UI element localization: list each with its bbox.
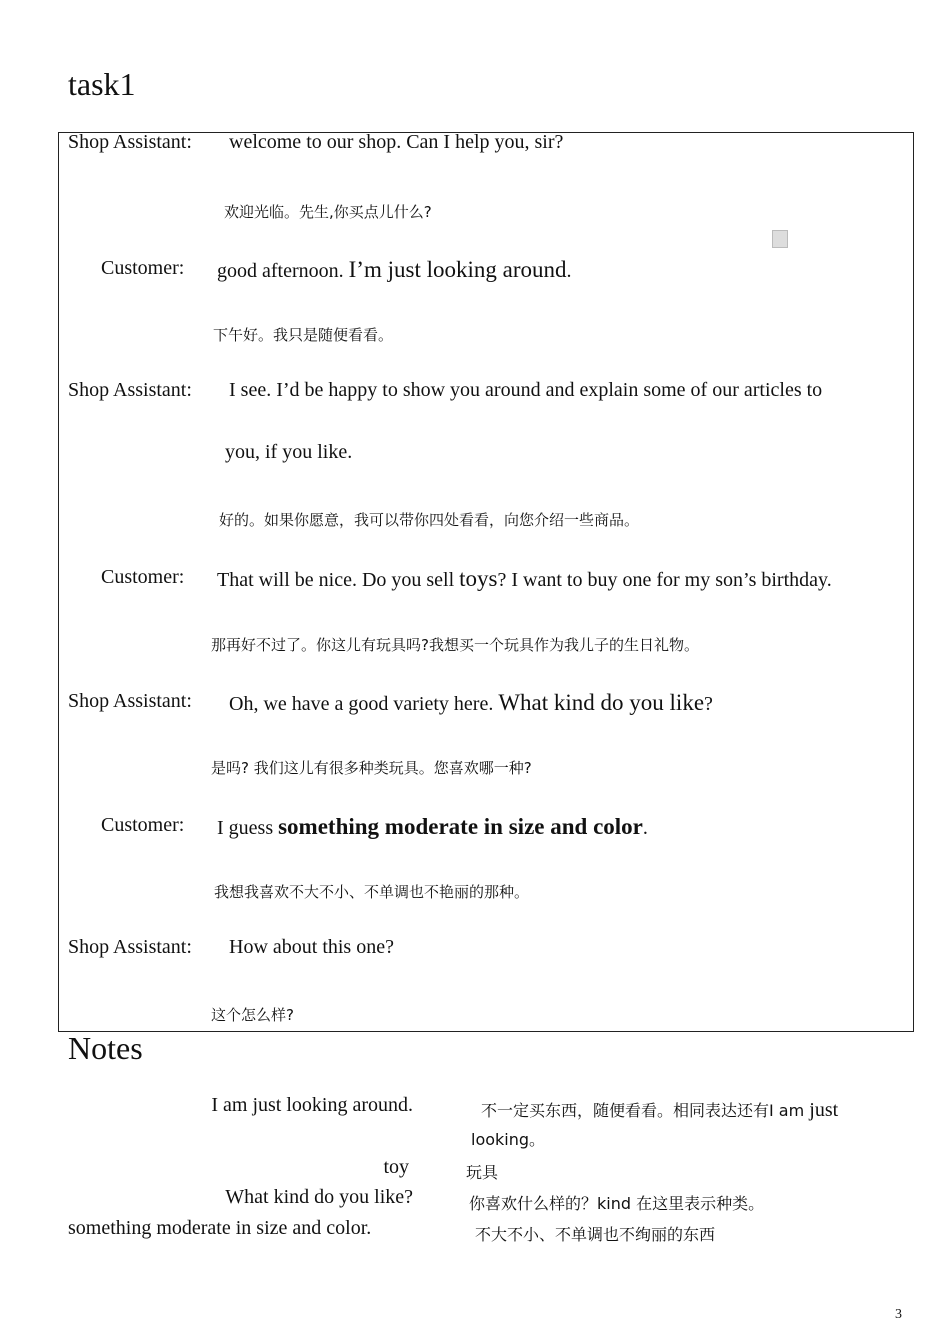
checkbox-icon[interactable] [772,230,788,248]
note-definition: looking。 [471,1130,546,1149]
note-definition-text: just [809,1099,839,1121]
dialog-line: you, if you like. [225,441,353,463]
note-definition: 不大不小、不单调也不绚丽的东西 [475,1225,716,1244]
dialog-text: . [566,260,572,282]
dialog-line: welcome to our shop. Can I help you, sir? [229,131,564,153]
dialog-translation: 那再好不过了。你这儿有玩具吗?我想买一个玩具作为我儿子的生日礼物。 [211,636,699,654]
speaker-label: Shop Assistant: [68,131,192,153]
dialog-translation: 欢迎光临。先生,你买点儿什么? [224,203,432,221]
speaker-label: Customer: [101,814,185,836]
speaker-label: Shop Assistant: [68,690,192,712]
dialog-line: How about this one? [229,936,394,958]
dialog-translation: 这个怎么样? [211,1006,294,1024]
dialog-translation: 我想我喜欢不大不小、不单调也不艳丽的那种。 [214,883,530,901]
highlight-phrase: What kind do you like [498,690,705,715]
dialog-line [217,566,832,592]
dialog-translation: 下午好。我只是随便看看。 [213,326,394,344]
note-definition [481,1098,838,1122]
page-title: task1 [68,66,136,102]
dialog-translation: 好的。如果你愿意，我可以带你四处看看，向您介绍一些商品。 [219,511,640,529]
dialog-text: That will be nice. Do you sell [217,569,455,591]
dialog-text: ? [704,693,713,715]
dialog-line [229,690,713,716]
dialog-translation: 是吗? 我们这儿有很多种类玩具。您喜欢哪一种? [211,759,532,777]
dialog-text: . [642,817,648,839]
highlight-phrase: something moderate in size and color [278,814,643,839]
dialog-text: Oh, we have a good variety here. [229,693,494,715]
note-term: I am just looking around. [211,1094,413,1116]
dialog-line [217,814,648,840]
page-number: 3 [895,1307,902,1322]
speaker-label: Customer: [101,257,185,279]
highlight-phrase: toys [459,566,498,591]
note-definition: 玩具 [466,1163,499,1182]
dialog-text: I guess [217,817,274,839]
note-definition-text: 不一定买东西，随便看看。相同表达还有I am [481,1101,805,1120]
dialog-line: I see. I’d be happy to show you around and explain some of our articles to [229,379,823,401]
note-definition: 你喜欢什么样的？kind 在这里表示种类。 [469,1194,765,1213]
dialog-text: good afternoon. [217,260,344,282]
speaker-label: Shop Assistant: [68,379,192,401]
speaker-label: Shop Assistant: [68,936,192,958]
notes-title: Notes [68,1030,143,1066]
dialog-text: ? I want to buy one for my son’s birthday. [497,569,832,591]
note-term: something moderate in size and color. [68,1217,372,1239]
note-term: toy [383,1156,409,1178]
note-term: What kind do you like? [225,1186,413,1208]
highlight-phrase: I’m just looking around [348,257,567,282]
speaker-label: Customer: [101,566,185,588]
dialog-line [217,257,571,283]
